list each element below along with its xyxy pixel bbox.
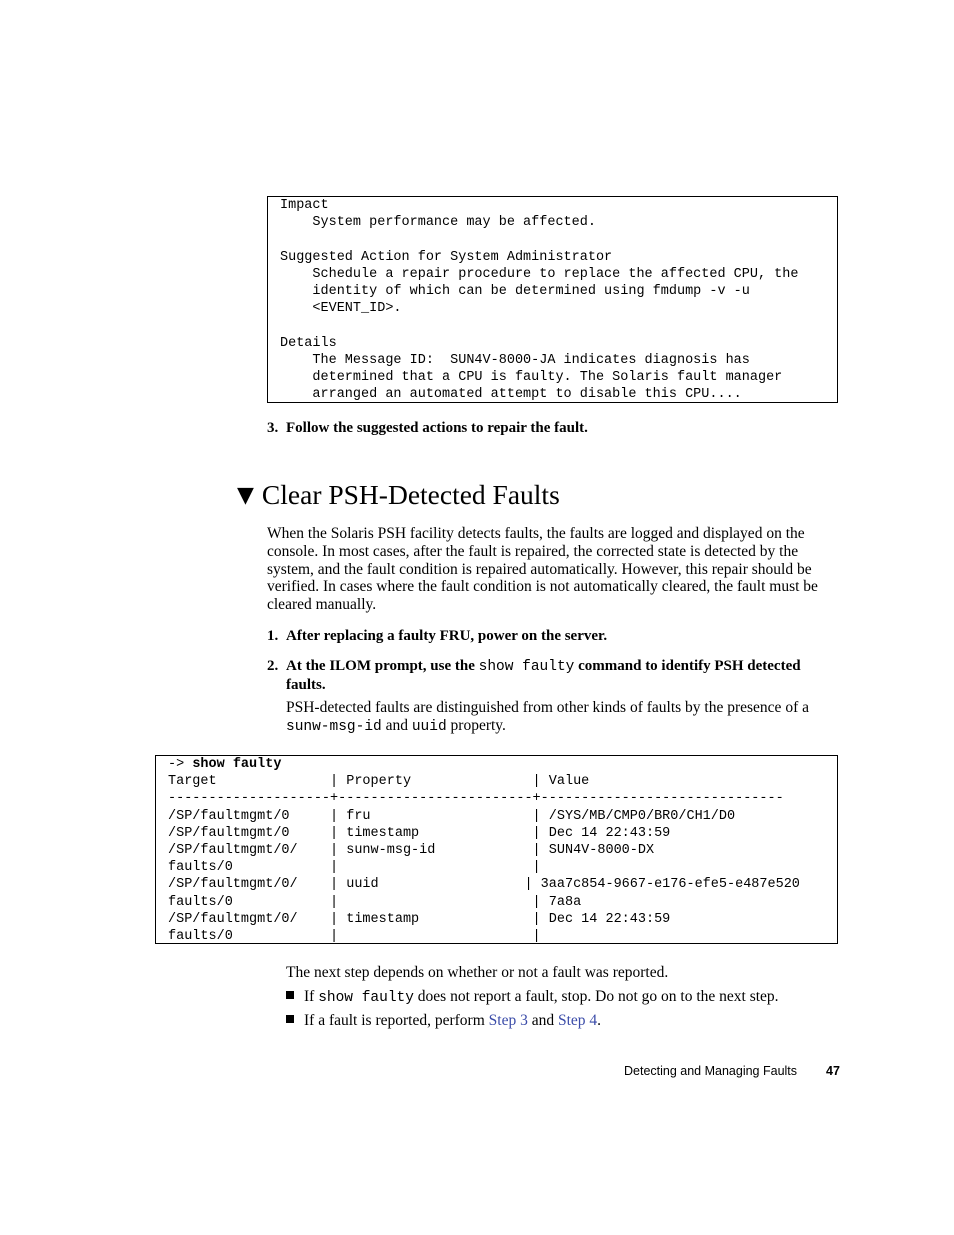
section-heading: [237, 478, 560, 513]
inline-code: show faulty: [478, 659, 575, 675]
step-2: [267, 657, 801, 693]
step-number: 2.: [267, 658, 279, 674]
step-text: After replacing a faulty FRU, power on the server.: [286, 628, 608, 644]
page-number: 47: [826, 1064, 840, 1078]
step-number: 1.: [267, 628, 279, 644]
step-text: At the ILOM prompt, use the show faulty command to identify PSH detected faults.: [286, 658, 801, 693]
list-item: If show faulty does not report a fault, stop. Do not go on to the next step.: [286, 988, 779, 1007]
code-block-fault-message: [267, 196, 838, 403]
inline-code: show faulty: [318, 990, 414, 1006]
code-text: Target | Property | Value --------------------+------------------------+------------------------------ /SP/faultmgmt/0 | fru | /SYS/MB/CMP0/BR0/CH1/D0 /SP/faultmgmt/0 | timestamp | Dec 14 22:43:59 /SP/faultmgmt/0/ | sunw-msg-id | SUN4V-8000-DX faults/0 | | /SP/faultmgmt/0/ | uuid | 3aa7c854-9667-e176-efe5-e487e520 faults/0 | | 7a8a /SP/faultmgmt/0/ | timestamp | Dec 14 22:43:59 faults/0 | |: [168, 774, 800, 945]
step-number: 3.: [267, 420, 279, 436]
list-item: If a fault is reported, perform Step 3 and Step 4.: [286, 1012, 601, 1030]
link-step-4[interactable]: Step 4: [557, 1012, 598, 1029]
step-2-description: PSH-detected faults are distinguished from other kinds of faults by the presence of a sunw-msg-id and uuid property.: [286, 699, 809, 735]
command-text: show faulty: [192, 757, 282, 772]
triangle-down-icon: ▼: [237, 483, 254, 508]
inline-code: uuid: [411, 718, 447, 735]
inline-code: sunw-msg-id: [286, 718, 382, 735]
next-step-paragraph: The next step depends on whether or not a fault was reported.: [286, 964, 669, 981]
intro-paragraph: When the Solaris PSH facility detects faults, the faults are logged and displayed on the console. In most cases, after the fault is repaired, the corrected state is detected by the system, and the fault condition is repaired automatically. However, this repair should be verified. In cases where the fault condition is not automatically cleared, the fault must be cleared manually.: [267, 525, 818, 614]
code-text: Impact System performance may be affected. Suggested Action for System Administrator Schedule a repair procedure to replace the affected CPU, the identity of which can be determined using fmdump -v -u <EVENT_ID>. Details The Message ID: SUN4V-8000-JA indicates diagnosis has determined that a CPU is faulty. The Solaris fault manager arranged an automated attempt to disable this CPU....: [280, 198, 799, 403]
step-text: Follow the suggested actions to repair the fault.: [286, 420, 588, 436]
step-1: [267, 627, 608, 645]
step-3: [267, 419, 588, 437]
command-line: -> show faulty: [168, 757, 282, 772]
link-step-3[interactable]: Step 3: [488, 1012, 528, 1029]
section-title: Clear PSH-Detected Faults: [261, 479, 560, 510]
code-block-show-faulty: [155, 755, 838, 944]
footer-chapter-title: Detecting and Managing Faults: [624, 1064, 798, 1078]
square-bullet-icon: [286, 1015, 294, 1023]
square-bullet-icon: [286, 991, 294, 999]
